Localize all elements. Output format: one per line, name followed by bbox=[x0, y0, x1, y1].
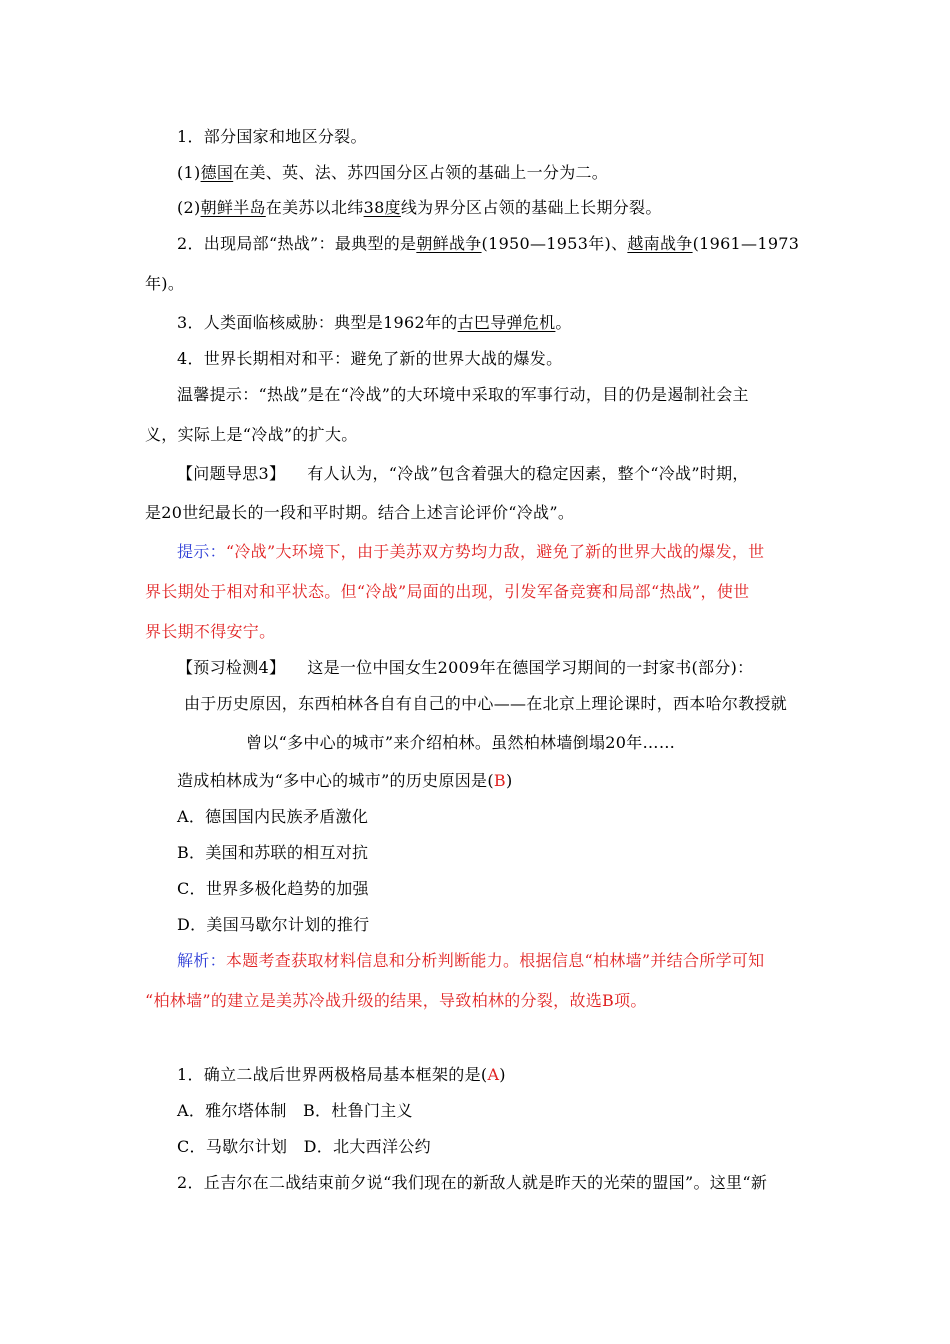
keyword-germany: 德国 bbox=[200, 163, 234, 182]
hint-line-1 bbox=[177, 541, 764, 563]
text: (1) bbox=[177, 163, 201, 182]
text: (1950—1953年)、 bbox=[481, 234, 628, 253]
option-d: D．美国马歇尔计划的推行 bbox=[177, 915, 370, 934]
option-a: A．德国国内民族矛盾激化 bbox=[177, 807, 369, 826]
text: 。 bbox=[555, 313, 572, 332]
text: ) bbox=[499, 1065, 506, 1084]
quote-line-2: 曾以“多中心的城市”来介绍柏林。虽然柏林墙倒塌20年…… bbox=[246, 733, 676, 752]
explanation-line-2: “柏林墙”的建立是美苏冷战升级的结果，导致柏林的分裂，故选B项。 bbox=[145, 991, 647, 1010]
section-label: 【预习检测4】 bbox=[177, 658, 286, 677]
answer: A bbox=[487, 1065, 500, 1084]
option-b: B．美国和苏联的相互对抗 bbox=[177, 843, 369, 862]
section-label: 【问题导思3】 bbox=[177, 464, 286, 483]
preview-check-4 bbox=[177, 657, 754, 679]
exercise-1-options-1: A．雅尔塔体制 B．杜鲁门主义 bbox=[177, 1101, 413, 1120]
keyword-cuba-crisis: 古巴导弹危机 bbox=[457, 313, 556, 332]
hint-text: “冷战”大环境下，由于美苏双方势均力敌，避免了新的世界大战的爆发，世 bbox=[225, 542, 765, 561]
text: (1961—1973 bbox=[692, 234, 800, 253]
keyword-korea: 朝鲜半岛 bbox=[200, 198, 266, 217]
item-2 bbox=[177, 233, 799, 255]
exercise-1-options-2: C．马歇尔计划 D．北大西洋公约 bbox=[177, 1137, 431, 1156]
item-1: 1．部分国家和地区分裂。 bbox=[177, 127, 367, 146]
hint-label: 提示： bbox=[177, 542, 226, 561]
option-c: C．世界多极化趋势的加强 bbox=[177, 879, 369, 898]
keyword-38: 38度 bbox=[363, 198, 401, 217]
tip-line-1: 温馨提示：“热战”是在“冷战”的大环境中采取的军事行动，目的仍是遏制社会主 bbox=[177, 385, 749, 404]
hint-line-2: 界长期处于相对和平状态。但“冷战”局面的出现，引发军备竞赛和局部“热战”，使世 bbox=[145, 582, 750, 601]
preview-question bbox=[177, 770, 513, 792]
keyword-korean-war: 朝鲜战争 bbox=[416, 234, 482, 253]
text: 在美苏以北纬 bbox=[265, 198, 364, 217]
text: 造成柏林成为“多中心的城市”的历史原因是( bbox=[177, 771, 494, 790]
text: 2．出现局部“热战”：最典型的是 bbox=[177, 234, 417, 253]
text: 这是一位中国女生2009年在德国学习期间的一封家书(部分)： bbox=[307, 658, 754, 677]
quote-line-1: 由于历史原因，东西柏林各自有自己的中心——在北京上理论课时，西本哈尔教授就 bbox=[184, 694, 788, 713]
item-1-sub-1 bbox=[177, 162, 608, 184]
text: 1．确立二战后世界两极格局基本框架的是( bbox=[177, 1065, 488, 1084]
exercise-2: 2．丘吉尔在二战结束前夕说“我们现在的新敌人就是昨天的光荣的盟国”。这里“新 bbox=[177, 1173, 768, 1192]
text: 线为界分区占领的基础上长期分裂。 bbox=[400, 198, 662, 217]
text: ) bbox=[505, 771, 513, 790]
item-3 bbox=[177, 312, 572, 334]
explanation-line-1 bbox=[177, 950, 764, 972]
hint-line-3: 界长期不得安宁。 bbox=[145, 622, 276, 641]
explanation-text: 本题考查获取材料信息和分析判断能力。根据信息“柏林墙”并结合所学可知 bbox=[225, 951, 765, 970]
text: (2) bbox=[177, 198, 201, 217]
text: 有人认为，“冷战”包含着强大的稳定因素，整个“冷战”时期， bbox=[307, 464, 749, 483]
tip-line-2: 义，实际上是“冷战”的扩大。 bbox=[145, 425, 358, 444]
text: 3．人类面临核威胁：典型是1962年的 bbox=[177, 313, 458, 332]
question-guide-3 bbox=[177, 463, 749, 485]
keyword-vietnam-war: 越南战争 bbox=[627, 234, 693, 253]
text: 在美、英、法、苏四国分区占领的基础上一分为二。 bbox=[233, 163, 609, 182]
exercise-1 bbox=[177, 1064, 506, 1086]
explanation-label: 解析： bbox=[177, 951, 226, 970]
item-4: 4．世界长期相对和平：避免了新的世界大战的爆发。 bbox=[177, 349, 563, 368]
answer: B bbox=[493, 771, 506, 790]
question-guide-3-cont: 是20世纪最长的一段和平时期。结合上述言论评价“冷战”。 bbox=[145, 503, 575, 522]
item-2-cont: 年)。 bbox=[145, 274, 185, 293]
item-1-sub-2 bbox=[177, 197, 662, 219]
